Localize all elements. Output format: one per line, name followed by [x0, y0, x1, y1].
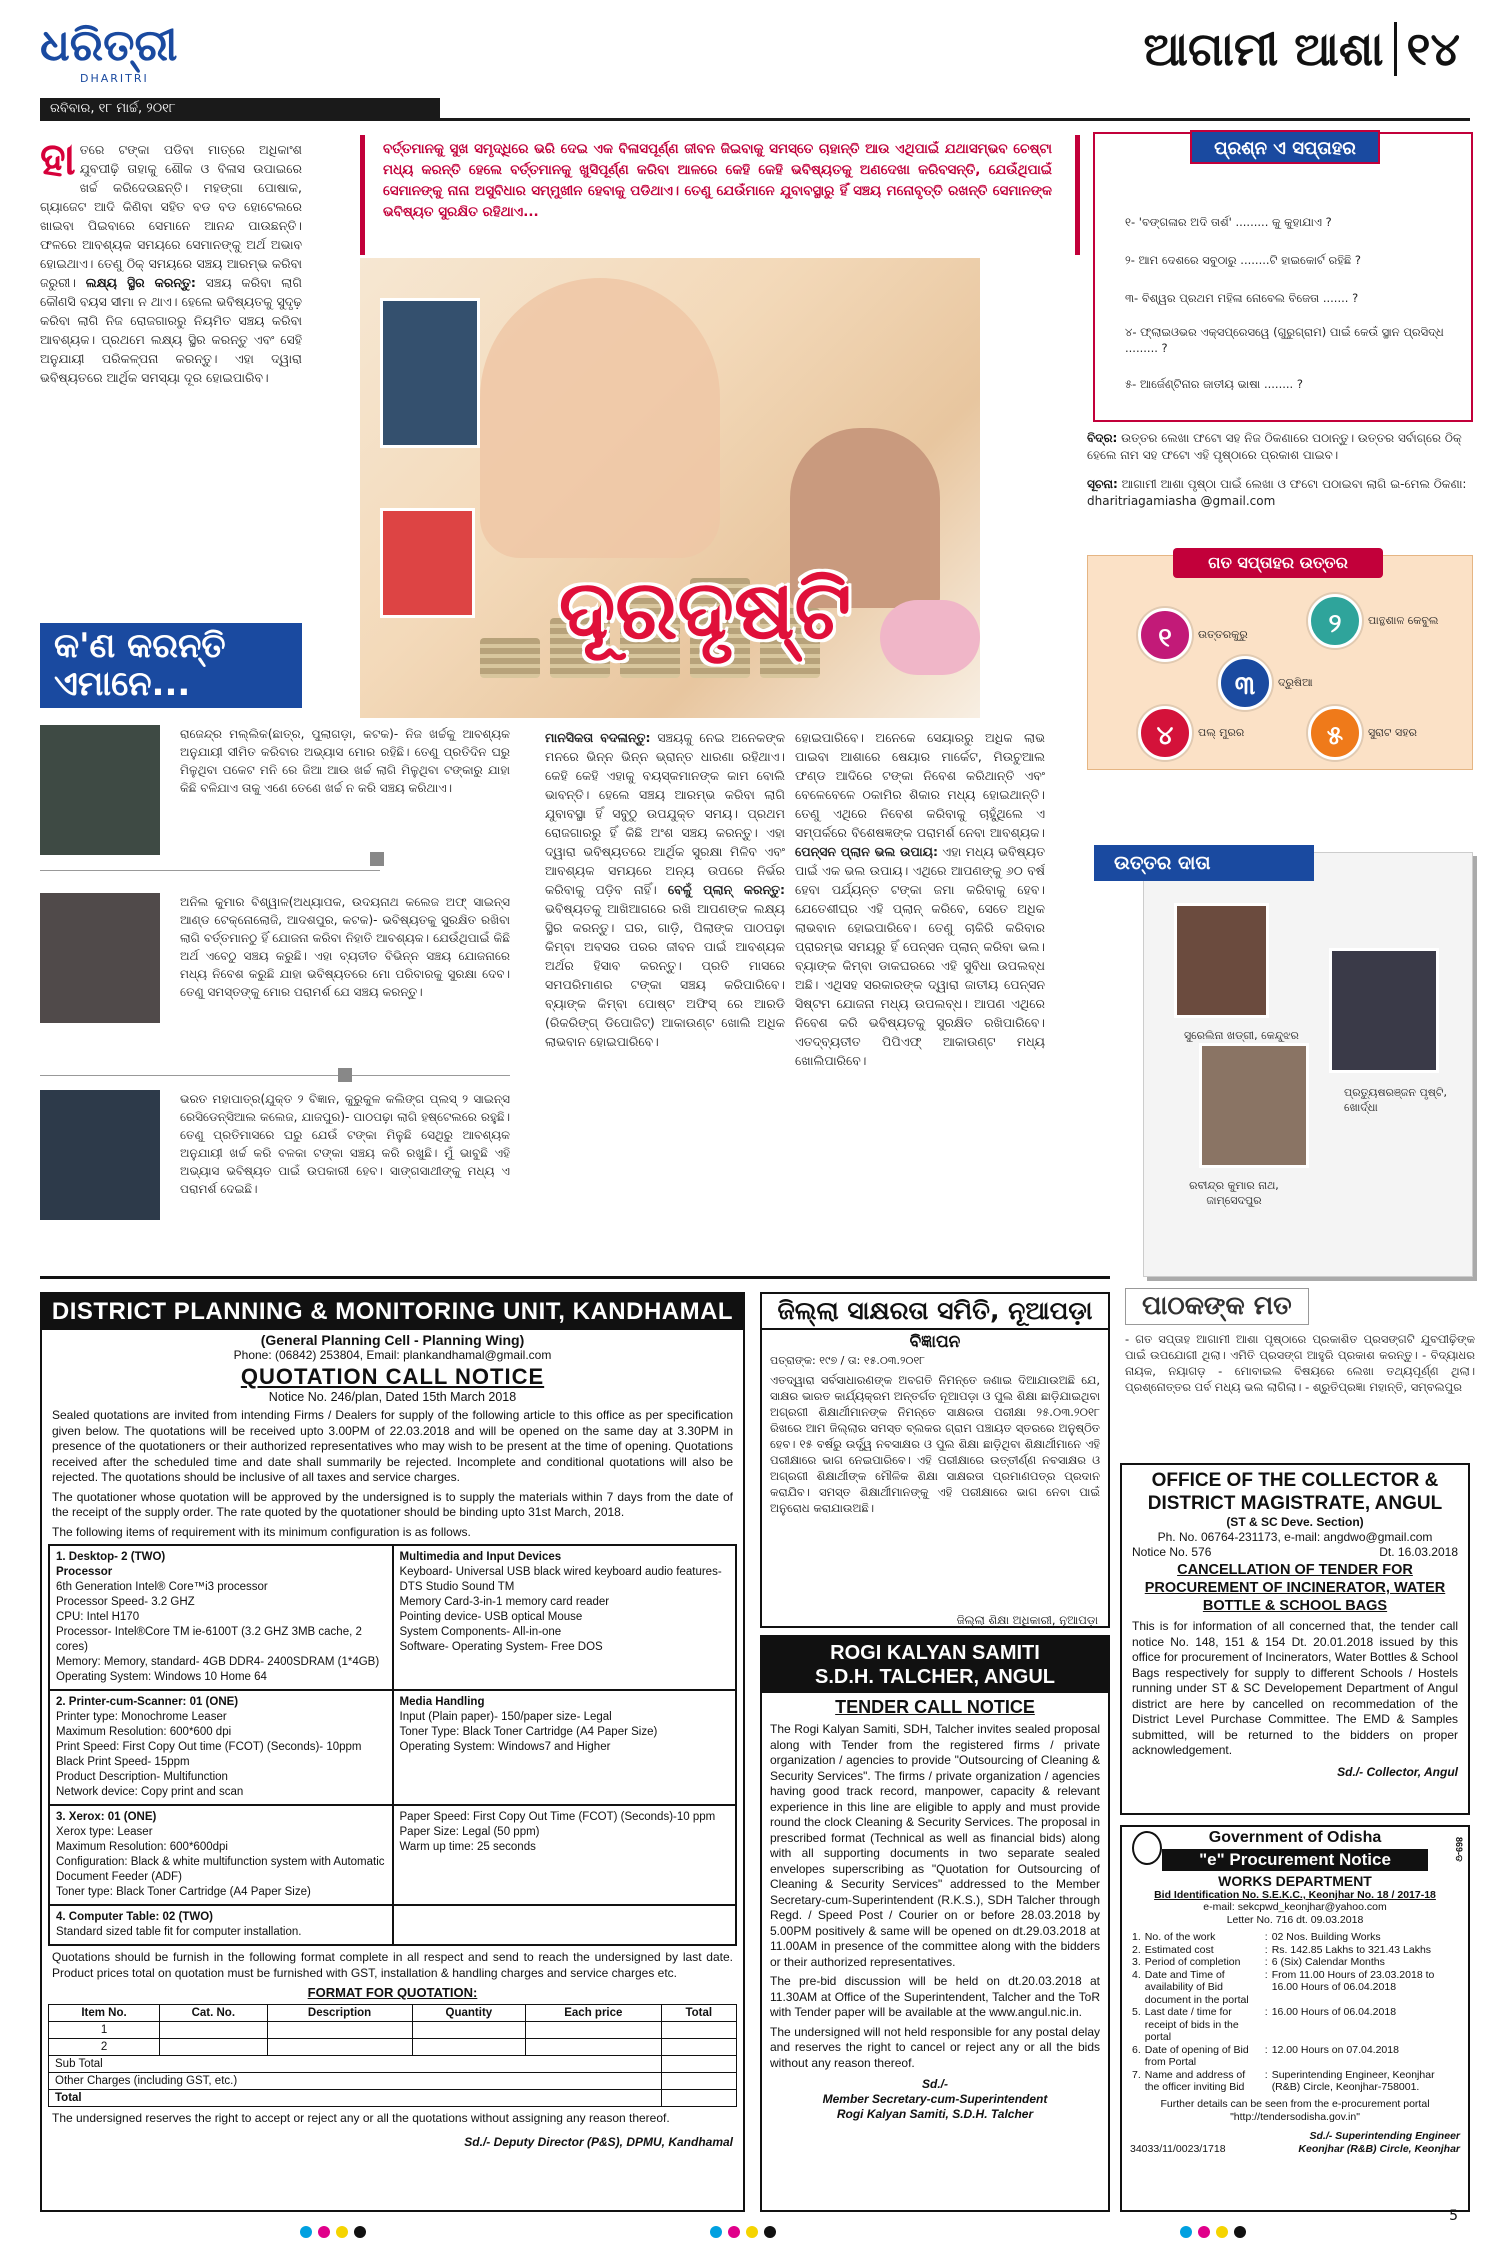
table-row	[49, 2056, 737, 2073]
spec-line: Printer type: Monochrome Leaser	[56, 1711, 227, 1723]
person-text: ଅନିଲ କୁମାର ବିଶ୍ୱାଳ(ଅଧ୍ୟାପକ, ଉଦୟନାଥ କଲେଜ ଅଫ୍ ସାଇନ୍ସ ଆଣ୍ଡ ଟେକ୍ନୋଲୋଜି, ଆଦଶପୁର, କଟକ)- ଭବିଷ୍ୟତକୁ ସୁରକ୍ଷିତ ରଖିବା ଲାଗି ବର୍ତ୍ତମାନଠୁ ହିଁ ଯୋଜନା କରିବା ନିହାତି ଆବଶ୍ୟକ। ଯେଉଁଥିପାଇଁ କିଛି ଅର୍ଥ ଏବେଠୁ ସଞ୍ଚୟ କରୁଛି। ଏହା ବ୍ୟତୀତ ବିଭିନ୍ନ ସଞ୍ଚୟ ଯୋଜନାରେ ମଧ୍ୟ ନିବେଶ କରୁଛି ଯାହା ଭବିଷ୍ୟତରେ ମୋ ପରିବାରକୁ ସୁରକ୍ଷା ଦେବ। ତେଣୁ ସମସ୍ତଙ୍କୁ ମୋର ପରାମର୍ଶ ଯେ ସଞ୍ଚୟ କରନ୍ତୁ।	[180, 895, 510, 999]
ad-bid-id: Bid Identification No. S.E.K.C., Keonjhar No. 18 / 2017-18	[1154, 1889, 1436, 1901]
article-column	[795, 728, 1045, 1258]
registration-mark	[1180, 2226, 1192, 2238]
section-title: କ'ଣ କରନ୍ତି ଏମାନେ...	[40, 623, 302, 708]
ad-title	[762, 1637, 1108, 1693]
bid-details-table	[1130, 1931, 1460, 2094]
spec-line: Network device: Copy print and scan	[56, 1786, 244, 1798]
answer-number: ୫	[1308, 706, 1362, 760]
person-item	[40, 893, 510, 1048]
ad-title-line: S.D.H. TALCHER, ANGUL	[815, 1666, 1055, 1688]
ad-ref: ପତ୍ରାଙ୍କ: ୧୯୭ / ତା: ୧୫.୦୩.୨୦୧୮	[770, 1354, 925, 1367]
table-row	[49, 2090, 737, 2107]
winner-photo	[1174, 903, 1269, 1018]
person-item	[40, 725, 510, 880]
registration-mark	[710, 2226, 722, 2238]
spec-line: Processor- Intel®Core TM ie-6100T (3.2 GHZ 3MB cache, 2 cores)	[56, 1626, 362, 1653]
spec-line: Pointing device- USB optical Mouse	[399, 1611, 583, 1623]
ad-title: OFFICE OF THE COLLECTOR & DISTRICT MAGISTRATE, ANGUL	[1147, 1470, 1443, 1514]
table-cell: 2.	[1132, 1943, 1141, 1956]
table-cell: 16.00 Hours of 06.04.2018	[1271, 2006, 1397, 2018]
spec-cell	[393, 1805, 737, 1905]
spec-line: Operating System: Windows 10 Home 64	[56, 1671, 267, 1683]
top-rule	[40, 118, 1470, 121]
ad-para: The pre-bid discussion will be held on dt.20.03.2018 at 11.30AM at Office of the Superintendent, Talcher and the ToR with Tender paper will be available at the www.angul.nic.in.	[770, 1974, 1100, 2019]
ad-subtitle: (General Planning Cell - Planning Wing)	[260, 1332, 525, 1348]
answer-item	[1218, 656, 1313, 710]
table-cell: Rs. 142.85 Lakhs to 321.43 Lakhs	[1271, 1943, 1432, 1956]
answer-item	[1308, 594, 1438, 648]
spec-line: Software- Operating System- Free DOS	[399, 1641, 603, 1653]
spec-line: Memory Card-3-in-1 memory card reader	[399, 1596, 610, 1608]
left-story-text: ତରେ ଟଙ୍କା ପଡିବା ମାତ୍ରେ ଅଧିକାଂଶ ଯୁବପୀଢ଼ି ତାହାକୁ ଶୌକ ଓ ବିଳାସ ଉପାଇରେ ଖର୍ଚ୍ଚ କରିଦେଉଛନ୍ତି। ମହଙ୍ଗା ପୋଷାକ, ଗ୍ୟାଜେଟ ଆଦି କିଣିବା ସହିତ ବଡ ବଡ ହୋଟେଲରେ ଖାଇବା ପିଇବାରେ ସେମାନେ ଆନନ୍ଦ ପାଉଛନ୍ତି। ଫଳରେ ଆବଶ୍ୟକ ସମୟରେ ସେମାନଙ୍କୁ ଅର୍ଥ ଅଭାବ ହୋଇଥାଏ। ତେଣୁ ଠିକ୍ ସମୟରେ ସଞ୍ଚୟ ଆରମ୍ଭ କରିବା ଜରୁରୀ।	[40, 142, 302, 290]
table-row	[1130, 2069, 1460, 2094]
spec-line: Black Print Speed- 15ppm	[56, 1756, 190, 1768]
answer-number: ୨	[1308, 594, 1362, 648]
column-text: ହୋଇପାରିବେ। ଅନେକେ ସେୟାରରୁ ଅଧିକ ଲାଭ ପାଇବା ଆଶାରେ ଷେୟାର ମାର୍କେଟ, ମିଉଚୁଆଲ ଫଣ୍ଡ ଆଦିରେ ଟଙ୍କା ନିବେଶ କରିଥାନ୍ତି ଏବଂ ବେଳେବେଳେ ଠକାମିର ଶିକାର ମଧ୍ୟ ହୋଇଥାନ୍ତି। ତେଣୁ ଏଥିରେ ନିବେଶ କରିବାକୁ ଚାହୁଁଥିଲେ ଏ ସମ୍ପର୍କରେ ବିଶେଷଜ୍ଞଙ୍କ ପରାମର୍ଶ ନେବା ଆବଶ୍ୟକ।	[795, 730, 1045, 840]
ad-body: ଏତଦ୍ୱାରା ସର୍ବସାଧାରଣଙ୍କ ଅବଗତି ନିମନ୍ତେ ଜଣାଇ ଦିଆଯାଉଅଛି ଯେ, ସାକ୍ଷର ଭାରତ କାର୍ଯ୍ୟକ୍ରମ ଅନ୍ତର୍ଗତ ନୂଆପଡ଼ା ଓ ପୁଲ ଶିକ୍ଷା ଛାଡ଼ିଯାଇଥିବା ଅଗ୍ରଗୀ ଶିକ୍ଷାର୍ଥୀମାନଙ୍କ ନିମନ୍ତେ ସାକ୍ଷରତା ପରୀକ୍ଷା ୨୫.୦୩.୨୦୧୮ ରିଖରେ ଆମ ଜିଲ୍ଲାର ସମସ୍ତ ବ୍ଲକର ଗ୍ରାମ ପଞ୍ଚାୟତ ସ୍ତରରେ ଅନୁଷ୍ଠିତ ହେବ। ୧୫ ବର୍ଷରୁ ଉର୍ଦ୍ଧ୍ୱ ନବସାକ୍ଷର ଓ ପୁଲ ଶିକ୍ଷା ଛାଡ଼ିଥିବା ଶିକ୍ଷାର୍ଥୀମାନେ ଏହି ପରୀକ୍ଷାରେ ଭାଗ ନେଇପାରିବେ। ଏହି ପରୀକ୍ଷାରେ ଉତ୍ତୀର୍ଣ୍ଣ ନବସାକ୍ଷର ଓ ଅଗ୍ରଗୀ ଶିକ୍ଷାର୍ଥୀଙ୍କ ମୌଳିକ ଶିକ୍ଷା ସାକ୍ଷରତା ପ୍ରମାଣପତ୍ର ପ୍ରଦାନ କରାଯିବ। ସମସ୍ତ ଶିକ୍ଷାର୍ଥୀମାନଙ୍କୁ ଏହି ପରୀକ୍ଷାରେ ଭାଗ ନେବା ପାଇଁ ଅନୁରୋଧ କରାଯାଉଅଛି।	[770, 1373, 1100, 1515]
headline: ଦୂରଦୃଷ୍ଟି	[558, 562, 852, 658]
spec-line: Xerox type: Leaser	[56, 1826, 153, 1838]
spec-line: Memory: Memory, standard- 4GB DDR4- 2400SDRAM (1*4GB)	[56, 1656, 380, 1668]
table-header: Description	[267, 2005, 412, 2022]
column-text: ସଞ୍ଚୟକୁ ନେଇ ଅନେକଙ୍କ ମନରେ ଭିନ୍ନ ଭିନ୍ନ ଭ୍ରାନ୍ତ ଧାରଣା ରହିଥାଏ। କେହି କେହି ଏହାକୁ ବୟସ୍କମାନଙ୍କ କାମ ବୋଲି ଭାବନ୍ତି। ହେଲେ ସଞ୍ଚୟ ଆରମ୍ଭ କରିବା ଲାଗି ଯୁବାବସ୍ଥା ହିଁ ସବୁଠୁ ଉପଯୁକ୍ତ ସମୟ। ପ୍ରଥମ ରୋଜଗାରରୁ ହିଁ କିଛି ଅଂଶ ସଞ୍ଚୟ କରନ୍ତୁ। ଏହା ଦ୍ୱାରା ଭବିଷ୍ୟତରେ ଆର୍ଥିକ ସୁରକ୍ଷା ମିଳିବ ଏବଂ ଆବଶ୍ୟକ ସମୟରେ ଅନ୍ୟ ଉପରେ ନିର୍ଭର କରିବାକୁ ପଡ଼ିବ ନାହିଁ।	[545, 730, 785, 897]
spec-line: Standard sized table fit for computer installation.	[56, 1926, 302, 1938]
column-subhead: ମାନସିକତା ବଦଳାନ୍ତୁ:	[545, 730, 651, 745]
spec-line: Media Handling	[399, 1696, 485, 1708]
ad-subtitle: ବିଜ୍ଞାପନ	[909, 1332, 961, 1352]
odisha-emblem-icon	[1132, 1831, 1162, 1865]
winners-title: ଉତ୍ତର ଦାତା	[1094, 845, 1314, 881]
page-title	[1144, 22, 1461, 78]
man-photo	[380, 298, 480, 448]
spec-line: Configuration: Black & white multifunction system with Automatic Document Feeder (ADF)	[56, 1856, 385, 1883]
answer-item	[1308, 706, 1417, 760]
table-cell: Date of opening of Bid from Portal	[1144, 2043, 1249, 2068]
table-cell: :	[1264, 1956, 1268, 1968]
quiz-question: ୨- ଆମ ଦେଶରେ ସବୁଠାରୁ ........ଟି ହାଇକୋର୍ଟ ରହିଛି ?	[1125, 253, 1362, 267]
left-story-subhead: ଲକ୍ଷ୍ୟ ସ୍ଥିର କରନ୍ତୁ:	[85, 275, 196, 290]
sig-line: Sd./-	[922, 2077, 948, 2091]
readers-body: - ଗତ ସପ୍ତାହ ଆଗାମୀ ଆଶା ପୃଷ୍ଠାରେ ପ୍ରକାଶିତ ପ୍ରସଙ୍ଗଟି ଯୁବପୀଢ଼ିଙ୍କ ପାଇଁ ଉପଯୋଗୀ ଥିଲା। ଏମିତି ପ୍ରସଙ୍ଗ ଆହୁରି ପ୍ରକାଶ କରନ୍ତୁ। - ବିଦ୍ୟାଧର ନାୟକ, ନୟାଗଡ଼ - ମୋବାଇଲ ବିଷୟରେ ଲେଖା ତଥ୍ୟପୂର୍ଣ୍ଣ ଥିଲା। ପ୍ରଶ୍ନୋତ୍ତର ପର୍ବ ମଧ୍ୟ ଭଲ ଲାଗିଲା। - ଶ୍ରୁତିପ୍ରଜ୍ଞା ମହାନ୍ତି, ସମ୍ବଲପୁର	[1125, 1332, 1475, 1394]
left-story-subtext: ସଞ୍ଚୟ କରିବା ଲାଗି କୌଣସି ବୟସ ସୀମା ନ ଥାଏ। ହେଲେ ଭବିଷ୍ୟତକୁ ସୁଦୃଢ଼ କରିବା ଲାଗି ନିଜ ରୋଜଗାରରୁ ନିୟମିତ ସଞ୍ଚୟ କରିବା ଆବଶ୍ୟକ। ପ୍ରଥମେ ଲକ୍ଷ୍ୟ ସ୍ଥିର କରନ୍ତୁ ଏବଂ ସେହି ଅନୁଯାୟୀ ପରିକଳ୍ପନା କରନ୍ତୁ। ଏହା ଦ୍ୱାରା ଭବିଷ୍ୟତରେ ଆର୍ଥିକ ସମସ୍ୟା ଦୂର ହୋଇପାରିବ।	[40, 275, 302, 385]
ad-signature: ଜିଲ୍ଲା ଶିକ୍ଷା ଅଧିକାରୀ, ନୂଆପଡ଼ା	[956, 1613, 1098, 1627]
quotation-format-table	[48, 2004, 737, 2107]
quiz-box	[1093, 132, 1473, 422]
registration-mark	[318, 2226, 330, 2238]
table-cell: 12.00 Hours on 07.04.2018	[1271, 2043, 1399, 2056]
spec-line: System Components- All-in-one	[399, 1626, 562, 1638]
table-cell: Other Charges (including GST, etc.)	[49, 2073, 662, 2090]
registration-mark	[354, 2226, 366, 2238]
ad-para: Sealed quotations are invited from intending Firms / Dealers for supply of the following article to this office as per specification given below. The quotations will be received upto 3.00PM of 22.03.2018 and will be opened on the same day at 3.30PM in presence of the quotationers or their authorized representatives who may wish to be present at the time of opening. Quotations received after the scheduled time and date shall summarily be rejected. Incomplete and conditional quotations will also be rejected. The quotations should be inclusive of all taxes and service charges.	[52, 1408, 733, 1484]
divider-mark	[338, 1068, 352, 1082]
table-cell: :	[1264, 1931, 1268, 1943]
hand-illustration	[480, 278, 720, 558]
ad-gov: Government of Odisha	[1208, 1829, 1382, 1846]
answer-number: ୩	[1218, 656, 1272, 710]
table-cell: 5.	[1132, 2006, 1141, 2018]
table-cell: :	[1264, 2043, 1268, 2056]
table-cell: 3.	[1132, 1956, 1141, 1968]
column-subhead: ବେଳୁଁ ପ୍ଲାନ୍ କରନ୍ତୁ:	[667, 882, 785, 897]
note-label: ବିଦ୍ର:	[1087, 431, 1118, 445]
sig-line: Keonjhar (R&B) Circle, Keonjhar	[1298, 2142, 1460, 2155]
table-cell: Superintending Engineer, Keonjhar (R&B) Circle, Keonjhar-758001.	[1271, 2068, 1435, 2093]
collector-angul-ad	[1120, 1463, 1470, 1815]
note-line	[1087, 430, 1473, 464]
answer-text: ସୁରାଟ ସହର	[1368, 726, 1417, 739]
spec-line: 6th Generation Intel® Core™i3 processor	[56, 1581, 268, 1593]
table-cell: Estimated cost	[1144, 1943, 1214, 1956]
quiz-note	[1087, 430, 1473, 510]
format-title: FORMAT FOR QUOTATION:	[307, 1985, 478, 2000]
ad-heading: QUOTATION CALL NOTICE	[240, 1364, 545, 1389]
table-cell: 4.	[1132, 1968, 1141, 1981]
spec-line: Product Description- Multifunction	[56, 1771, 228, 1783]
spec-cell	[49, 1545, 393, 1690]
table-row	[1130, 1931, 1460, 1944]
page-title-text: ଆଗାମୀ ଆଶା	[1143, 22, 1384, 76]
notice-no: Notice No. 576	[1132, 1545, 1212, 1559]
registration-mark	[728, 2226, 740, 2238]
ad-notice-line	[1122, 1545, 1468, 1559]
table-row	[1130, 1969, 1460, 2007]
ad-email: e-mail: sekcpwd_keonjhar@yahoo.com	[1203, 1901, 1387, 1913]
winner-name: ସୁରେଲିନା ଖଡ୍ଗୀ, କେନ୍ଦୁଝର	[1184, 1029, 1299, 1042]
registration-mark	[1198, 2226, 1210, 2238]
ad-heading: CANCELLATION OF TENDER FOR PROCUREMENT OF INCINERATOR, WATER BOTTLE & SCHOOL BAGS	[1144, 1562, 1446, 1614]
spec-line: Processor	[56, 1566, 113, 1578]
ad-para: The quotationer whose quotation will be approved by the undersigned is to supply the materials within 7 days from the date of the receipt of the supply order. The rate quoted by the quotationer should be binding upto 31st March, 2018.	[52, 1489, 733, 1519]
spec-line: Paper Speed: First Copy Out Time (FCOT) (Seconds)-10 ppm	[399, 1811, 716, 1823]
ad-contact: Ph. No. 06764-231173, e-mail: angdwo@gmail.com	[1157, 1530, 1433, 1544]
spec-line: 1. Desktop- 2 (TWO)	[56, 1551, 166, 1563]
divider	[40, 1276, 1110, 1279]
table-row	[1130, 2006, 1460, 2044]
ad-signature: Sd./- Collector, Angul	[1337, 1764, 1458, 1779]
readers-title: ପାଠକଙ୍କ ମତ	[1125, 1288, 1309, 1325]
ad-code: 869-ଡ	[1454, 1837, 1464, 1862]
spec-line: Toner type: Black Toner Cartridge (A4 Paper Size)	[56, 1886, 311, 1898]
registration-mark	[1234, 2226, 1246, 2238]
dateline: ରବିବାର, ୧୮ ମାର୍ଚ୍ଚ, ୨୦୧୮	[40, 98, 440, 120]
notice-date: Dt. 16.03.2018	[1379, 1545, 1458, 1559]
sig-block	[1298, 2130, 1460, 2156]
table-header: Total	[661, 2005, 736, 2022]
answer-text: ଉତ୍ତରକୁରୁ	[1198, 628, 1248, 641]
dropcap: ହା	[40, 140, 76, 185]
quiz-title: ପ୍ରଶ୍ନ ଏ ସପ୍ତାହର	[1190, 130, 1380, 164]
print-marks	[0, 2222, 1500, 2243]
table-cell: :	[1264, 1943, 1268, 1956]
table-cell: Last date / time for receipt of bids in the portal	[1144, 2006, 1239, 2043]
literacy-ad	[760, 1292, 1110, 1628]
spec-line: Print Speed: First Copy Out time (FCOT) (Seconds)- 10ppm	[56, 1741, 362, 1753]
lead-quote: ବର୍ତ୍ତମାନକୁ ସୁଖ ସମୃଦ୍ଧିରେ ଭରି ଦେଇ ଏକ ବିଳାସପୂର୍ଣ୍ଣ ଜୀବନ ଜିଇବାକୁ ସମସ୍ତେ ଚାହାନ୍ତି ଆଉ ଏଥିପାଇଁ ଯଥାସମ୍ଭବ ଚେଷ୍ଟା ମଧ୍ୟ କରନ୍ତି ହେଲେ ବର୍ତ୍ତମାନକୁ ଖୁସିପୂର୍ଣ୍ଣ କରିବା ଆଳରେ କେହି କେହି ଭବିଷ୍ୟତକୁ ଅଣଦେଖା କରିବସନ୍ତି, ଯେଉଁଥିପାଇଁ ସେମାନଙ୍କୁ ନାନା ଅସୁବିଧାର ସମ୍ମୁଖୀନ ହେବାକୁ ପଡିଥାଏ। ତେଣୁ ଯେଉଁମାନେ ଯୁବାବସ୍ଥାରୁ ହିଁ ସଞ୍ଚୟ ମନୋବୃତ୍ତି ରଖନ୍ତି ସେମାନଙ୍କ ଭବିଷ୍ୟତ ସୁରକ୍ଷିତ ରହିଥାଏ...	[360, 135, 1070, 255]
spec-line: Toner Type: Black Toner Cartridge (A4 Paper Size)	[399, 1726, 658, 1738]
ad-heading: TENDER CALL NOTICE	[835, 1697, 1035, 1717]
logo-subtext: DHARITRI	[80, 72, 149, 85]
ad-para: This is for information of all concerned that, the tender call notice No. 148, 151 & 154 Dt. 20.01.2018 issued by this office for procurement of Incinerators, Water Bottles & School Bags respectively for supply to different Schools / Hostels running under ST & SC Developement Department of Angul district are here by cancelled on recommedation of the District Level Purchase Committee. The EMD & Samples submitted, will be returned to the bidders on proper acknowledgement.	[1132, 1619, 1458, 1757]
table-row	[49, 2022, 737, 2039]
table-row	[49, 2073, 737, 2090]
spec-cell	[49, 1805, 393, 1905]
ad-para: The undersigned reserves the right to accept or reject any or all the quotations without assigning any reason thereof.	[52, 2111, 670, 2125]
winners-box	[1114, 852, 1473, 1277]
table-cell: Sub Total	[49, 2056, 662, 2073]
ad-signature	[762, 2077, 1108, 2122]
column-text: ଏହା ମଧ୍ୟ ଭବିଷ୍ୟତ ପାଇଁ ଏକ ଭଲ ଉପାୟ। ଏଥିରେ ଆପଣଙ୍କୁ ୬୦ ବର୍ଷ ହେବା ପର୍ଯ୍ୟନ୍ତ ଟଙ୍କା ଜମା କରିବାକୁ ହେବ। ଯେତେଶୀଘ୍ର ଏହି ପ୍ଲାନ୍ କରିବେ, ସେତେ ଅଧିକ ଲାଭବାନ ହୋଇପାରିବେ। ତେଣୁ ଚାକିରି କରିବାର ପ୍ରାରମ୍ଭ ସମୟରୁ ହିଁ ପେନ୍‌ସନ ପ୍ଲାନ୍ କରିବା ଭଲ। ବ୍ୟାଙ୍କ କିମ୍ବା ଡାକଘରରେ ଏହି ସୁବିଧା ଉପଲବ୍ଧ ଅଛି। ଏଥିସହ ସରକାରଙ୍କ ଦ୍ୱାରା ଜାତୀୟ ପେନ୍‌ସନ ସିଷ୍ଟମ ଯୋଜନା ମଧ୍ୟ ଉପଲବ୍ଧ। ଆପଣ ଏଥିରେ ନିବେଶ କରି ଭବିଷ୍ୟତକୁ ସୁରକ୍ଷିତ ରଖିପାରିବେ। ଏତଦ୍‌ବ୍ୟତୀତ ପିପିଏଫ୍ ଆକାଉଣ୍ଟ ମଧ୍ୟ ଖୋଲିପାରିବେ।	[795, 844, 1045, 1068]
table-header: Each price	[526, 2005, 661, 2022]
masthead-logo	[40, 20, 300, 100]
table-row	[1130, 1944, 1460, 1957]
quiz-question: ୧- 'ବଙ୍ଗଳାର ଅଦି ତାର୍ଶ' ......... କୁ କୁହାଯାଏ ?	[1125, 215, 1332, 229]
table-cell: Name and address of the officer inviting Bid	[1144, 2068, 1246, 2093]
table-cell: Total	[49, 2090, 662, 2107]
sig-line: Sd./- Superintending Engineer	[1309, 2129, 1460, 2142]
table-cell: 7.	[1132, 2068, 1141, 2081]
divider	[40, 870, 380, 871]
spec-cell	[393, 1905, 737, 1945]
registration-mark	[300, 2226, 312, 2238]
piggybank-icon	[880, 600, 980, 675]
spec-line: Multimedia and Input Devices	[399, 1551, 562, 1563]
table-cell: :	[1264, 1968, 1268, 1981]
divider	[40, 1075, 510, 1076]
table-header: Quantity	[412, 2005, 525, 2022]
registration-mark	[336, 2226, 348, 2238]
answers-box	[1087, 555, 1473, 770]
spec-line: 2. Printer-cum-Scanner: 01 (ONE)	[56, 1696, 239, 1708]
table-cell: 2	[49, 2039, 160, 2056]
eprocurement-ad	[1120, 1825, 1470, 2212]
logo-text: ଧରିତ୍ରୀ	[40, 20, 178, 71]
ad-signature	[1122, 2124, 1468, 2162]
spec-cell	[393, 1690, 737, 1805]
answers-title: ଗତ ସପ୍ତାହର ଉତ୍ତର	[1173, 548, 1383, 578]
quiz-question: ୫- ଆର୍ଜେଣ୍ଟିନାର ଜାତୀୟ ଭାଷା ........ ?	[1125, 377, 1303, 391]
article-column	[545, 728, 785, 1258]
spec-cell	[393, 1545, 737, 1690]
answer-text: ପଲ୍ ମୁରର	[1198, 726, 1245, 739]
quiz-question: ୪- ଫ୍ଲାଇଓଭର ଏକ୍ସପ୍ରେସୱେ (ଗୁରୁଗ୍ରାମ) ପାଇଁ କେଉଁ ସ୍ଥାନ ପ୍ରସିଦ୍ଧ ......... ?	[1125, 325, 1444, 355]
spec-line: Operating System: Windows7 and Higher	[399, 1741, 611, 1753]
spec-line: Paper Size: Legal (50 ppm)	[399, 1826, 540, 1838]
note-label: ସୂଚନା:	[1087, 477, 1118, 491]
spec-line: 3. Xerox: 01 (ONE)	[56, 1811, 157, 1823]
table-cell: From 11.00 Hours of 23.03.2018 to 16.00 Hours of 06.04.2018	[1271, 1968, 1435, 1993]
note-line	[1087, 476, 1473, 510]
winner-photo	[1199, 1043, 1309, 1168]
spec-line: Input (Plain paper)- 150/paper size- Legal	[399, 1711, 612, 1723]
piggybank-photo	[380, 508, 475, 618]
ad-para: The following items of requirement with its minimum configuration is as follows.	[52, 1524, 471, 1539]
table-cell: 1	[49, 2022, 160, 2039]
ad-letter: Letter No. 716 dt. 09.03.2018	[1226, 1914, 1364, 1926]
table-cell: :	[1264, 2068, 1268, 2081]
person-photo	[40, 893, 160, 1023]
sig-line: Member Secretary-cum-Superintendent	[822, 2092, 1048, 2106]
table-cell: 02 Nos. Building Works	[1271, 1931, 1381, 1943]
spec-grid	[48, 1544, 737, 1946]
winner-name: ରବୀନ୍ଦ୍ର କୁମାର ନାଥ, ଜାମ୍‌ସେଦପୁର	[1189, 1179, 1279, 1207]
winner-photo	[1329, 948, 1439, 1073]
readers-opinion	[1125, 1288, 1475, 1458]
spec-cell	[49, 1690, 393, 1805]
divider-mark	[370, 852, 384, 866]
folio-number: 5	[1449, 2208, 1458, 2224]
person-item	[40, 1090, 510, 1245]
table-cell: :	[1264, 2006, 1268, 2018]
ad-further: Further details can be seen from the e-procurement portal "http://tendersodisha.gov.in"	[1160, 2097, 1430, 2123]
table-cell: Date and Time of availability of Bid document in the portal	[1144, 1968, 1249, 2006]
answer-number: ୧	[1138, 608, 1192, 662]
table-cell: No. of the work	[1144, 1931, 1216, 1943]
answer-text: ପାନ୍ଥଶାଳ କେବୁଲ	[1368, 614, 1439, 627]
spec-line: Keyboard- Universal USB black wired keyboard audio features- DTS Studio Sound TM	[399, 1566, 722, 1593]
spec-line: Maximum Resolution: 600*600 dpi	[56, 1726, 232, 1738]
ad-subtitle: (ST & SC Deve. Section)	[1226, 1515, 1364, 1529]
dpmu-quotation-ad	[40, 1292, 745, 2212]
ad-dept: WORKS DEPARTMENT	[1218, 1873, 1372, 1889]
column-subhead: ପେନ୍‌ସନ ପ୍ଲାନ ଭଲ ଉପାୟ:	[795, 844, 938, 859]
person-photo	[40, 725, 160, 855]
answer-item	[1138, 706, 1244, 760]
note-text: ଆଗାମୀ ଆଶା ପୃଷ୍ଠା ପାଇଁ ଲେଖା ଓ ଫଟୋ ପଠାଇବା ଲାଗି ଇ-ମେଲ ଠିକଣା: dharitriagamiasha @gmail.com	[1087, 477, 1467, 508]
registration-mark	[1216, 2226, 1228, 2238]
coin-stack	[480, 638, 540, 678]
ad-para: The undersigned will not held responsible for any postal delay and reserves the right to cancel or reject any or all the bids without any reason thereof.	[770, 2024, 1100, 2070]
table-header: Cat. No.	[160, 2005, 267, 2022]
table-row	[1130, 2044, 1460, 2069]
table-cell: 1.	[1132, 1931, 1141, 1943]
ad-para: Quotations should be furnish in the following format complete in all respect and send to reach the undersigned by last date. Product prices total on quotation must be furnished with GST, installation & handling charges and service charges etc.	[52, 1950, 733, 1980]
spec-cell	[49, 1905, 393, 1945]
note-text: ଉତ୍ତର ଲେଖା ଫଟୋ ସହ ନିଜ ଠିକଣାରେ ପଠାନ୍ତୁ। ଉତ୍ତର ସର୍ବାଗ୍ରେ ଠିକ୍ ହେଲେ ନାମ ସହ ଫଟୋ ଏହି ପୃଷ୍ଠାରେ ପ୍ରକାଶ ପାଇବ।	[1087, 431, 1462, 462]
table-row	[1130, 1956, 1460, 1969]
table-row	[49, 2039, 737, 2056]
sig-line: Rogi Kalyan Samiti, S.D.H. Talcher	[836, 2107, 1034, 2121]
answer-item	[1138, 608, 1248, 662]
ad-notice-no: Notice No. 246/plan, Dated 15th March 2018	[268, 1390, 517, 1404]
person-photo	[40, 1090, 160, 1220]
table-cell: 6 (Six) Calendar Months	[1271, 1956, 1385, 1968]
table-cell: 6.	[1132, 2043, 1141, 2056]
quiz-question: ୩- ବିଶ୍ୱର ପ୍ରଥମ ମହିଳା ନୋବେଲ ବିଜେତା ....... ?	[1125, 291, 1359, 305]
winner-name: ପ୍ରତ୍ୟୁଷରଞ୍ଜନ ପୃଷ୍ଟି, ଖୋର୍ଦ୍ଧା	[1344, 1086, 1447, 1114]
spec-line: Maximum Resolution: 600*600dpi	[56, 1841, 228, 1853]
spec-line: 4. Computer Table: 02 (TWO)	[56, 1911, 213, 1923]
rks-tender-ad	[760, 1635, 1110, 2212]
spec-line: Processor Speed- 3.2 GHZ	[56, 1596, 195, 1608]
person-text: ଭରତ ମହାପାତ୍ର(ଯୁକ୍ତ ୨ ବିଜ୍ଞାନ, କୁରୁକୁଳ କଲିଙ୍ଗ ପ୍ଲସ୍ ୨ ସାଇନ୍ସ ରେସିଡେନ୍ସିଆଲ କଲେଜ, ଯାଜପୁର)- ପାଠପଢ଼ା ଲାଗି ହଷ୍ଟେଲରେ ରହୁଛି। ତେଣୁ ପ୍ରତିମାସରେ ଘରୁ ଯେଉଁ ଟଙ୍କା ମିଳୁଛି ସେଥିରୁ ଆବଶ୍ୟକ ଅନୁଯାୟୀ ଖର୍ଚ୍ଚ କରି ବଳକା ଟଙ୍କା ସଞ୍ଚୟ କରି ରଖୁଛି। ମୁଁ ଭାବୁଛି ଏହି ଅଭ୍ୟାସ ଭବିଷ୍ୟତ ପାଇଁ ଉପକାରୀ ହେବ। ସାଙ୍ଗସାଥୀଙ୍କୁ ମଧ୍ୟ ଏ ପରାମର୍ଶ ଦେଇଛି।	[180, 1092, 510, 1196]
left-story	[40, 140, 302, 610]
answer-text: ଦ୍ରୁଷିଆ	[1278, 676, 1313, 689]
person-text: ରାଜେନ୍ଦ୍ର ମଲ୍ଲିକ(ଛାତ୍ର, ପୁଲାଗଡ଼ା, କଟକ)- ନିଜ ଖର୍ଚ୍ଚକୁ ଆବଶ୍ୟକ ଅନୁଯାୟୀ ସୀମିତ କରିବାର ଅଭ୍ୟାସ ମୋର ରହିଛି। ତେଣୁ ପ୍ରତିଦିନ ଘରୁ ମିଳୁଥିବା ପକେଟ ମନି ରେ ଜିଆ ଆଉ ଖର୍ଚ୍ଚ ଲାଗି ମିଳୁଥିବା ଟଙ୍କାରୁ ଯାହା କିଛି ବଳିଯାଏ ତାକୁ ଏଣେ ତେଣେ ଖର୍ଚ୍ଚ ନ କରି ସଞ୍ଚୟ କରିଥାଏ।	[180, 727, 510, 795]
registration-mark	[764, 2226, 776, 2238]
ad-ref-code: 34033/11/0023/1718	[1130, 2142, 1226, 2155]
spec-line: Warm up time: 25 seconds	[399, 1841, 536, 1853]
table-header-row	[49, 2005, 737, 2022]
ad-title-line: ROGI KALYAN SAMITI	[830, 1642, 1040, 1664]
spec-line: CPU: Intel H170	[56, 1611, 140, 1623]
ad-signature: Sd./- Deputy Director (P&S), DPMU, Kandhamal	[464, 2134, 733, 2149]
ad-para: The Rogi Kalyan Samiti, SDH, Talcher invites sealed proposal along with Tender from the registered firms / private organization / agencies to provide "Outsourcing of Cleaning & Security Services". The firms / private organization / agencies having good track record, manpower, capacity & relevant experience in this line are eligible to apply and must provide round the clock Cleaning & Security Services. The proposal in prescribed format (Technical as well as financial bids) along with all supporting documents in two separate sealed envelopes superscribing as "Quotation for Outsourcing of Cleaning & Security Services" addressed to the Member Secretary-cum-Superintendent (R.K.S.), SDH Talcher through Regd. / Speed Post / Courier on or before 28.03.2018 by 5.00PM positively & same will be opened on dt.29.03.2018 at 11.00AM in presence of the committee along with the bidders or their authorized representatives.	[770, 1722, 1100, 1969]
table-header: Item No.	[49, 2005, 160, 2022]
column-text: ଭବିଷ୍ୟତକୁ ଆଖିଆଗରେ ରଖି ଆପଣଙ୍କ ଲକ୍ଷ୍ୟ ସ୍ଥିର କରନ୍ତୁ। ଘର, ଗାଡ଼ି, ପିଲାଙ୍କ ପାଠପଢ଼ା କିମ୍ବା ଅବସର ପରର ଜୀବନ ପାଇଁ ଆବଶ୍ୟକ ଅର୍ଥର ହିସାବ କରନ୍ତୁ। ପ୍ରତି ମାସରେ ସମପରିମାଣର ଟଙ୍କା ସଞ୍ଚୟ କରିପାରିବେ। ବ୍ୟାଙ୍କ କିମ୍ବା ପୋଷ୍ଟ ଅଫିସ୍ ରେ ଆରଡି (ରିକରିଙ୍ଗ୍ ଡିପୋଜିଟ୍) ଆକାଉଣ୍ଟ ଖୋଲି ଅଧିକ ଲାଭବାନ ହୋଇପାରିବେ।	[545, 901, 785, 1049]
answer-number: ୪	[1138, 706, 1192, 760]
ad-title: "e" Procurement Notice	[1162, 1849, 1428, 1871]
ad-contact: Phone: (06842) 253804, Email: plankandhamal@gmail.com	[233, 1348, 552, 1362]
table-cell: Period of completion	[1144, 1956, 1241, 1968]
registration-mark	[746, 2226, 758, 2238]
page-number: ୧୪	[1394, 22, 1460, 76]
ad-title: DISTRICT PLANNING & MONITORING UNIT, KANDHAMAL	[42, 1294, 743, 1330]
ad-title: ଜିଲ୍ଲା ସାକ୍ଷରତା ସମିତି, ନୂଆପଡ଼ା	[762, 1294, 1108, 1330]
